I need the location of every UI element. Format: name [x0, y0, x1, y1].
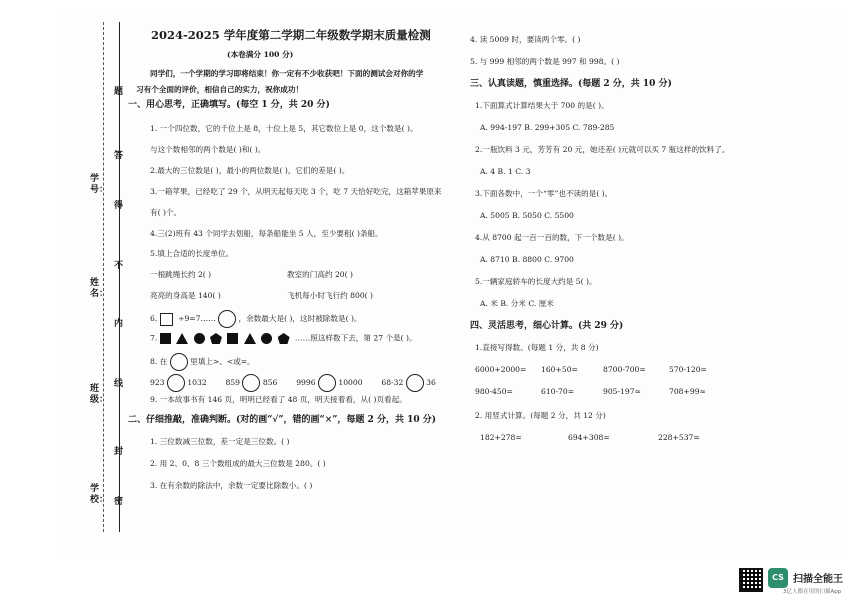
question-1-1b: 与这个数相邻的两个数是( )和( )。 — [150, 145, 266, 154]
compare-circle-icon — [318, 374, 336, 392]
seal-char: 线 — [114, 379, 124, 389]
app-tagline: 3亿人都在用的扫描App — [783, 589, 842, 595]
question-1-6-suffix: ，余数最大是( )，这时被除数是( )。 — [238, 314, 362, 323]
question-2-3: 3. 在有余数的除法中，余数一定要比除数小。( ) — [150, 481, 313, 490]
question-1-5d: 飞机每小时飞行约 800( ) — [287, 291, 373, 300]
question-1-5: 5.填上合适的长度单位。 — [150, 249, 234, 258]
question-3-1: 1.下面算式计算结果大于 700 的是( )。 — [475, 101, 609, 110]
seal-char: 题 — [114, 87, 124, 97]
pentagon-icon — [210, 333, 222, 344]
compare-left: 9996 — [296, 378, 316, 387]
question-1-8-suffix: 里填上>、<或=。 — [190, 357, 255, 366]
exam-sheet — [62, 14, 842, 559]
vertical-calc-item: 694+308= — [568, 433, 610, 442]
section-3-heading: 三、认真读题，慎重选择。(每题 2 分，共 10 分) — [470, 79, 672, 89]
calc-item: 6000+2000= — [475, 365, 527, 374]
question-1-6-prefix: 6. — [150, 314, 158, 323]
question-1-5b: 教室的门高约 20( ) — [287, 270, 353, 279]
square-icon — [160, 333, 171, 344]
name-label: 姓名： — [90, 278, 109, 299]
calc-item: 160+50= — [541, 365, 578, 374]
question-1-8-items — [150, 374, 436, 392]
school-label: 学校： — [90, 484, 109, 505]
pentagon-icon — [278, 333, 290, 344]
question-1-2: 2.最大的三位数是( )，最小的两位数是( )，它们的差是( )。 — [150, 166, 350, 175]
circle-icon — [194, 333, 205, 344]
intro-line-2: 习有个全面的评价，相信自己的实力，祝你成功！ — [136, 85, 304, 94]
question-3-3: 3.下面各数中，一个“零”也不读的是( )。 — [475, 189, 613, 198]
calc-item: 905-197≈ — [603, 387, 641, 396]
section-2-heading: 二、仔细推敲，准确判断。(对的画“√”，错的画“×”，每题 2 分，共 10 分) — [128, 415, 437, 425]
app-name: 扫描全能王 — [793, 574, 843, 585]
question-1-7-suffix: ……照这样数下去，第 27 个是( )。 — [295, 333, 417, 343]
compare-right: 10000 — [338, 378, 363, 387]
triangle-icon — [176, 333, 188, 344]
section-4-sub-2: 2. 用竖式计算。(每题 2 分，共 12 分) — [475, 411, 606, 420]
question-3-3-options: A. 5005 B. 5050 C. 5500 — [480, 211, 574, 220]
question-2-4: 4. 读 5009 时，要读两个零。( ) — [470, 35, 581, 44]
question-1-5a: 一根跳绳长约 2( ) — [150, 270, 212, 279]
section-4-heading: 四、灵活思考，细心计算。(共 29 分) — [470, 321, 624, 331]
seal-char: 答 — [114, 151, 124, 161]
seal-char: 不 — [114, 261, 124, 271]
intro-line-1: 同学们，一个学期的学习即将结束！你一定有不少收获吧！下面的测试会对你的学 — [150, 69, 424, 78]
class-label: 班级： — [90, 384, 109, 405]
binding-dash-line — [103, 22, 104, 532]
vertical-calc-item: 228+537= — [658, 433, 700, 442]
compare-right: 856 — [262, 378, 278, 387]
square-icon — [227, 333, 238, 344]
question-1-8-prefix: 8. 在 — [150, 357, 168, 366]
id-label: 学号： — [90, 174, 109, 195]
question-3-1-options: A. 994-197 B. 299+305 C. 789-285 — [480, 123, 615, 132]
question-1-6-middle: ÷9=7…… — [178, 314, 216, 323]
question-1-3: 3.一箱苹果，已经吃了 29 个，从明天起每天吃 3 个，吃 7 天恰好吃完，这箱苹果原来 — [150, 187, 442, 196]
compare-circle-icon — [167, 374, 185, 392]
question-2-2: 2. 用 2、0、8 三个数组成的最大三位数是 280。( ) — [150, 459, 326, 468]
score-note: (本卷满分 100 分) — [227, 50, 294, 59]
question-1-7 — [150, 333, 417, 344]
calc-item: 570-120= — [669, 365, 707, 374]
question-3-4: 4.从 8700 起一百一百的数，下一个数是( )。 — [475, 233, 629, 242]
calc-item: 980-450= — [475, 387, 513, 396]
compare-left: 68-32 — [381, 378, 404, 387]
question-2-5: 5. 与 999 相邻的两个数是 997 和 998。( ) — [470, 57, 620, 66]
question-3-5: 5.一辆家庭轿车的长度大约是 5( )。 — [475, 277, 597, 286]
compare-right: 1032 — [187, 378, 207, 387]
exam-title: 2024-2025 学年度第二学期二年级数学期末质量检测 — [151, 28, 431, 42]
question-3-5-options: A. 米 B. 分米 C. 厘米 — [480, 299, 554, 308]
question-1-3b: 有( )个。 — [150, 208, 182, 217]
question-1-8 — [150, 353, 255, 371]
section-1-heading: 一、用心思考，正确填写。(每空 1 分，共 20 分) — [128, 100, 330, 110]
compare-left: 923 — [150, 378, 165, 387]
seal-char: 得 — [114, 201, 124, 211]
calc-item: 610-70= — [541, 387, 575, 396]
square-box-icon — [160, 313, 173, 326]
compare-circle-icon — [242, 374, 260, 392]
question-1-7-prefix: 7. — [150, 333, 158, 343]
app-logo-text: CS — [772, 573, 784, 582]
vertical-calc-item: 182+278= — [480, 433, 522, 442]
compare-right: 36 — [426, 378, 436, 387]
question-1-6 — [150, 310, 362, 328]
question-1-9: 9. 一本故事书有 146 页，明明已经看了 48 页，明天接着看，从( )页看起。 — [150, 395, 407, 404]
circle-box-icon — [170, 353, 188, 371]
question-1-1: 1. 一个四位数，它的千位上是 8，十位上是 5，其它数位上是 0，这个数是( )。 — [150, 124, 418, 133]
qr-code-icon — [739, 568, 763, 592]
calc-item: 8700-700= — [603, 365, 646, 374]
seal-char: 内 — [114, 319, 124, 329]
seal-char: 密 — [114, 497, 124, 507]
question-3-2-options: A. 4 B. 1 C. 3 — [480, 167, 531, 176]
compare-circle-icon — [406, 374, 424, 392]
app-logo-icon — [768, 568, 788, 588]
circle-icon — [261, 333, 272, 344]
triangle-icon — [244, 333, 256, 344]
circle-box-icon — [218, 310, 236, 328]
seal-char: 封 — [114, 447, 124, 457]
question-3-4-options: A. 8710 B. 8800 C. 9700 — [480, 255, 574, 264]
question-3-2: 2.一瓶饮料 3 元，芳芳有 20 元，她还差( )元就可以买 7 瓶这样的饮料了。 — [475, 145, 730, 154]
compare-left: 859 — [225, 378, 241, 387]
question-1-5c: 亮亮的身高是 140( ) — [150, 291, 221, 300]
calc-item: 708+99≈ — [669, 387, 706, 396]
section-4-sub-1: 1.直接写得数。(每题 1 分，共 8 分) — [475, 343, 599, 352]
question-2-1: 1. 三位数减三位数，差一定是三位数。( ) — [150, 437, 290, 446]
question-1-4: 4.三(2)班有 43 个同学去划船，每条船能坐 5 人，至少要租( )条船。 — [150, 229, 383, 238]
